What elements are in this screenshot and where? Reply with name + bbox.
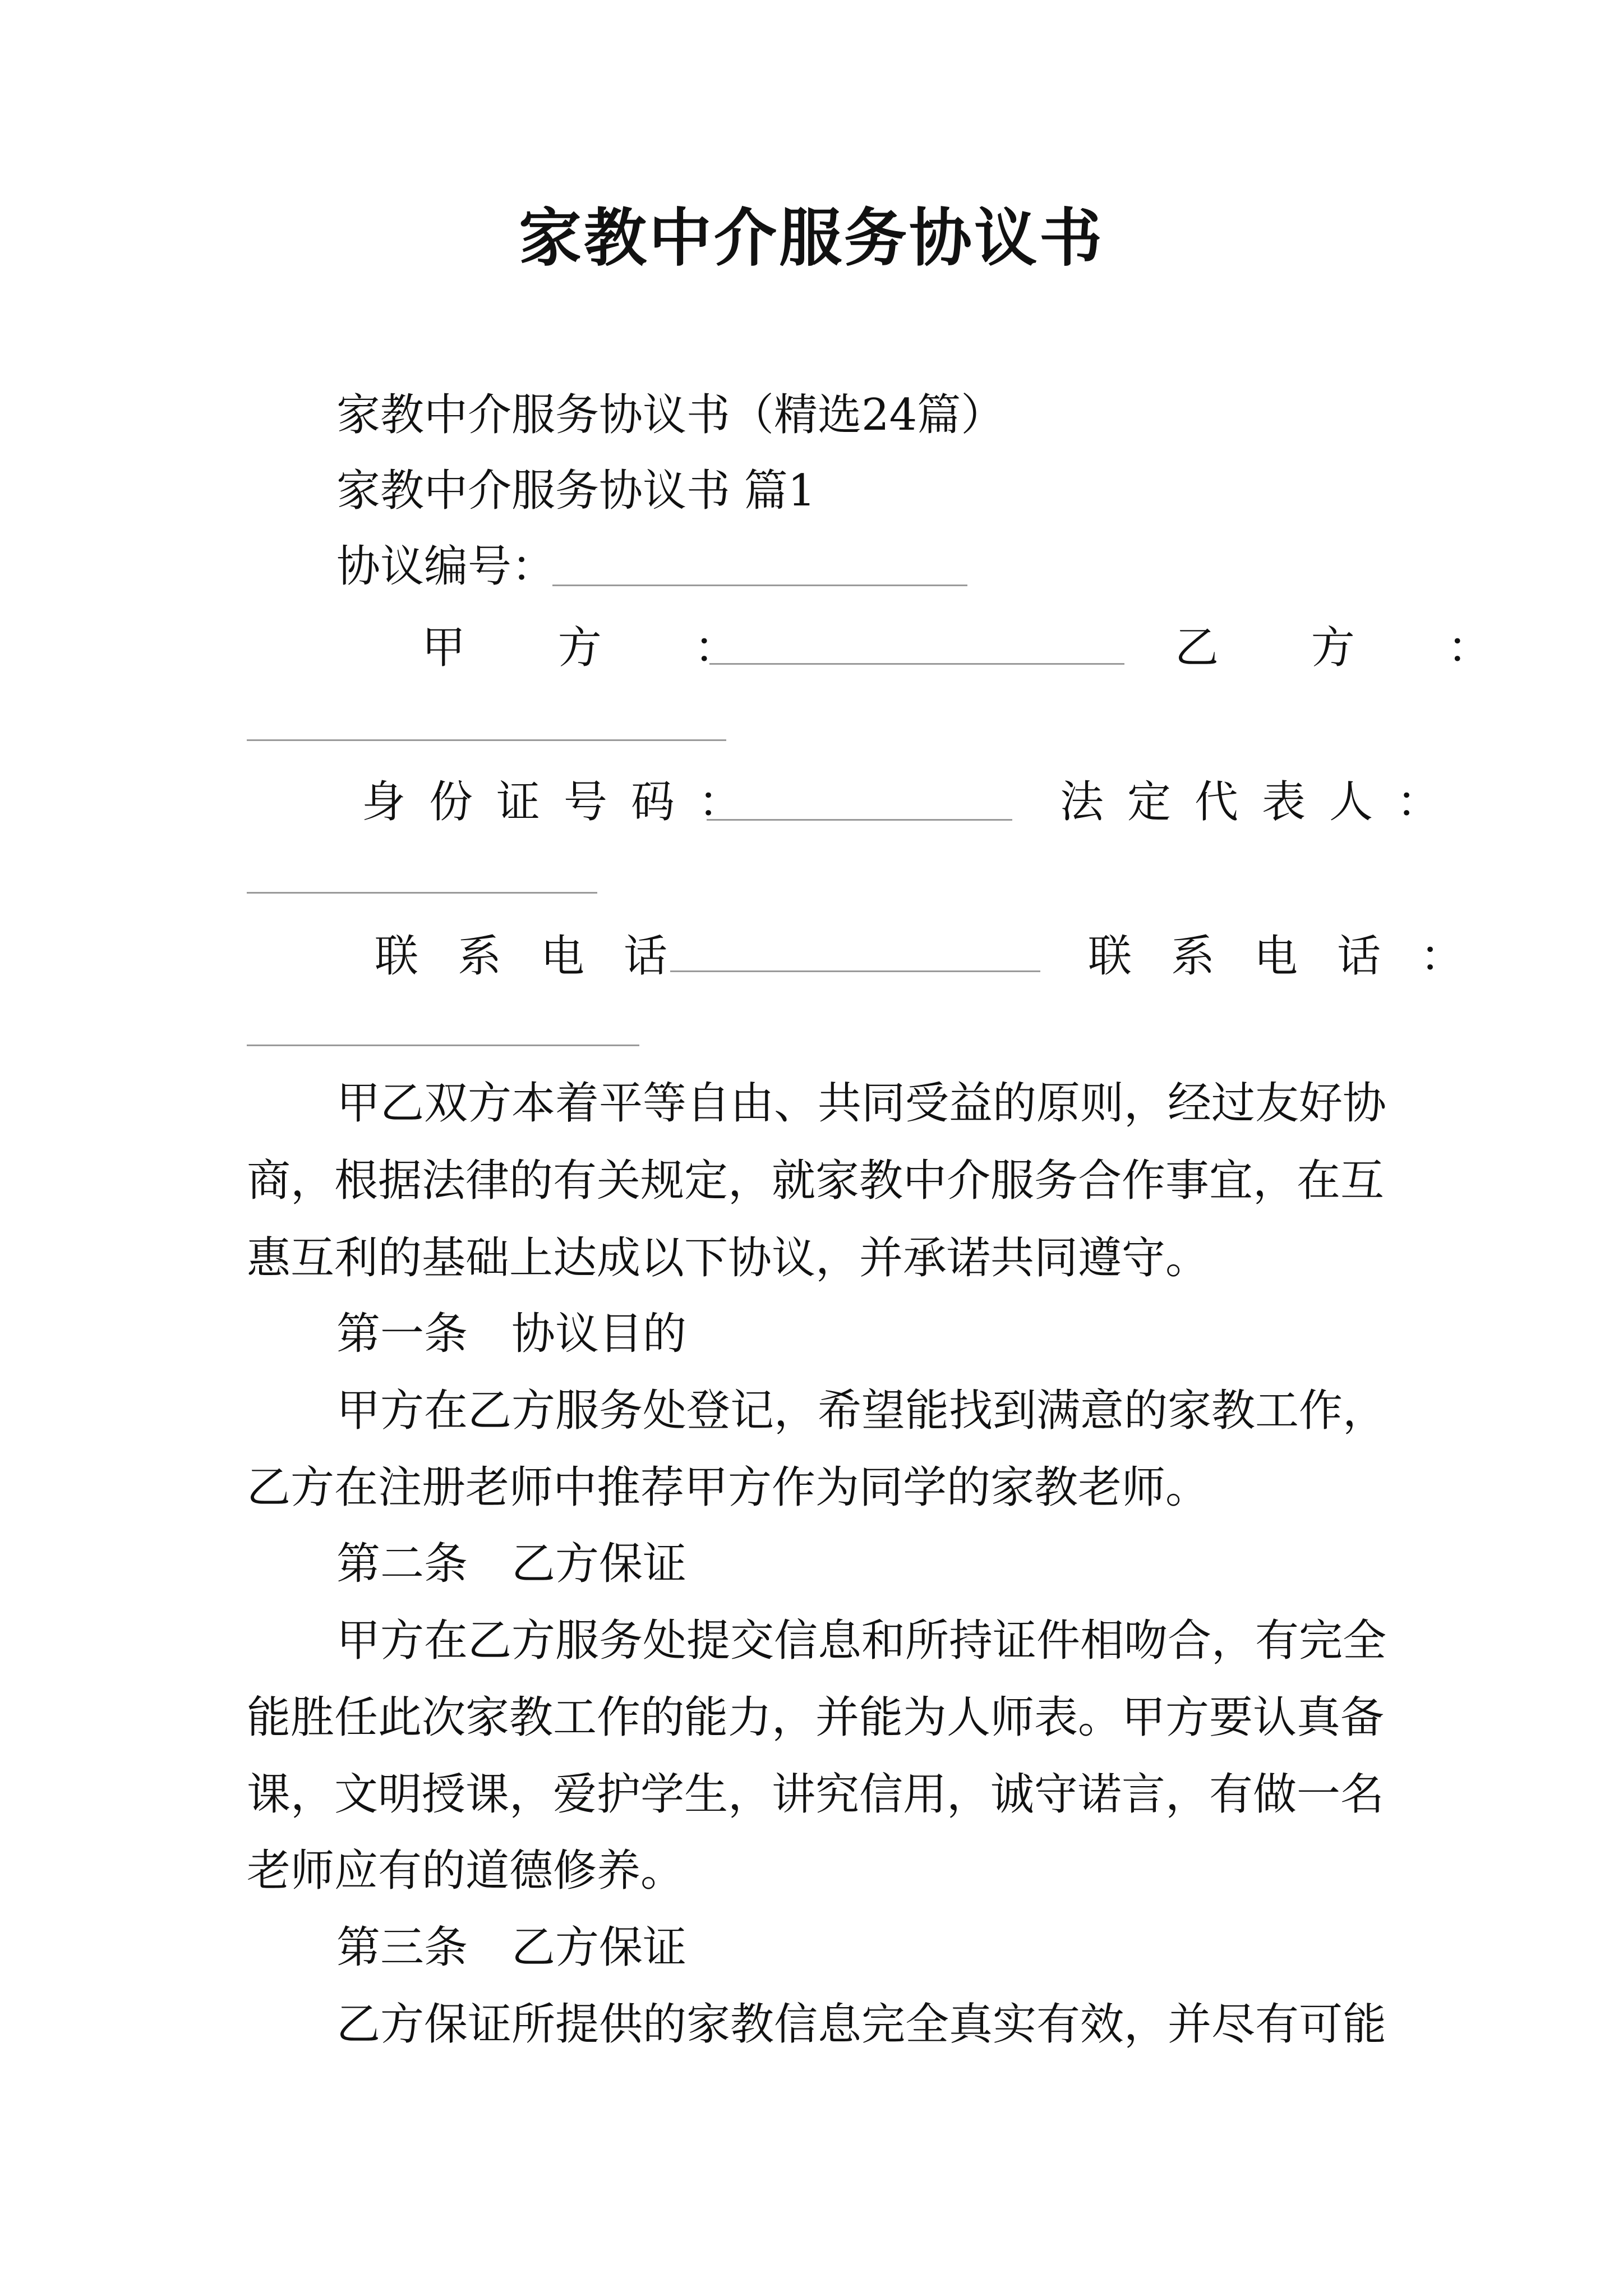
article-heading: 第二条 乙方保证	[336, 1539, 687, 1589]
paragraph-line: 商，根据法律的有关规定，就家教中介服务合作事宜，在互	[247, 1156, 1385, 1206]
paragraph-line: 甲方在乙方服务处提交信息和所持证件相吻合，有完全	[336, 1616, 1387, 1666]
article-heading: 第三条 乙方保证	[336, 1922, 687, 1973]
paragraph-line: 乙方在注册老师中推荐甲方作为同学的家教老师。	[247, 1462, 1210, 1513]
id-number-label: 身份证号码：	[362, 777, 766, 827]
document-title: 家教中介服务协议书	[519, 201, 1104, 275]
id-number-field[interactable]	[707, 819, 1012, 821]
phone-label-a: 联系电话	[375, 931, 707, 982]
document-subtitle: 家教中介服务协议书（精选24篇）	[336, 390, 1005, 440]
paragraph-line: 老师应有的道德修养。	[247, 1846, 685, 1896]
legal-rep-field[interactable]	[247, 892, 597, 894]
party-a-field[interactable]	[709, 663, 1124, 665]
paragraph-line: 甲方在乙方服务处登记，希望能找到满意的家教工作，	[336, 1386, 1387, 1436]
phone-field-a[interactable]	[670, 970, 1040, 972]
agreement-no-field[interactable]	[552, 585, 967, 586]
part-heading: 家教中介服务协议书 篇1	[336, 466, 816, 516]
party-b-label: 乙 方 ：	[1175, 623, 1530, 673]
party-a-label: 甲 方 ：	[422, 623, 777, 673]
paragraph-line: 乙方保证所提供的家教信息完全真实有效，并尽有可能	[336, 1999, 1387, 2050]
phone-field-b[interactable]	[247, 1045, 639, 1046]
phone-label-b: 联系电话：	[1088, 931, 1504, 982]
paragraph-line: 惠互利的基础上达成以下协议，并承诺共同遵守。	[247, 1233, 1210, 1283]
agreement-no-label: 协议编号：	[336, 541, 556, 592]
paragraph-line: 甲乙双方本着平等自由、共同受益的原则，经过友好协	[336, 1078, 1387, 1129]
legal-rep-label: 法定代表人：	[1060, 777, 1464, 827]
paragraph-line: 课，文明授课，爱护学生，讲究信用，诚守诺言，有做一名	[247, 1769, 1385, 1820]
paragraph-line: 能胜任此次家教工作的能力，并能为人师表。甲方要认真备	[247, 1692, 1385, 1743]
article-heading: 第一条 协议目的	[336, 1309, 687, 1359]
party-b-field[interactable]	[247, 739, 726, 741]
